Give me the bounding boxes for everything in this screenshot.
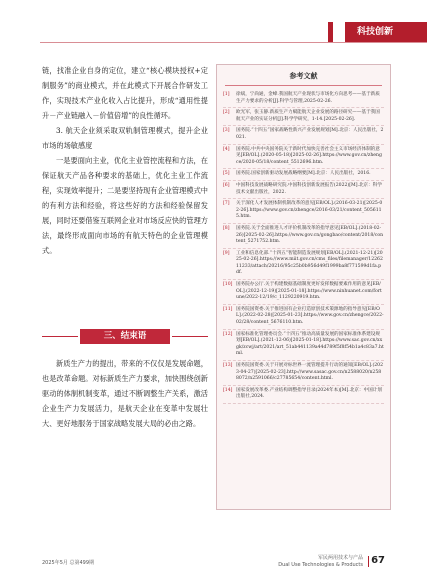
journal-brand <box>278 555 363 568</box>
reference-text: 国家标准化管理委员会.“十四五”推动高质量发展的国家标准体系建设规划[EB/OL].(2021-12-06)[2025-01-18].https://www.sac.gov.cn/xxgk/zcwj/art/2021/art_51ab441139a44d789f5f8f54b1a4c83a7.html. <box>236 331 384 357</box>
section-heading-label: 三、结束语 <box>80 329 170 344</box>
footer-separator <box>368 556 369 567</box>
reference-number: [8] <box>223 225 230 231</box>
reference-number: [13] <box>223 363 233 368</box>
reference-item <box>223 361 384 386</box>
reference-number: [4] <box>223 146 230 152</box>
section-heading <box>42 329 208 344</box>
reference-number: [5] <box>223 171 230 177</box>
reference-text: 关于深化人才发展体制机制改革的意见[EB/OL].(2016-03-21)[2025-02-26].https://www.gov.cn/zhengce/2016-03/21/content_5056115.htm. <box>236 201 383 220</box>
reference-number: [11] <box>223 306 233 312</box>
reference-text: 国务院.国家创新驱动发展战略纲要[M].北京：人民出版社，2016. <box>236 171 371 177</box>
paragraph: 链，找准企业自身的定位，建立“核心模块授权+定制服务”的商业模式，并在此模式下开展合作研发工作，实现技术产业化收入占比提升，形成“通用性提升－产业链融入－价值倍增”的良性循环。 <box>42 66 208 120</box>
reference-item <box>223 249 384 280</box>
paragraph: 新质生产力的提出，带来的不仅仅是发展命题，也是改革命题。对标新质生产力要求，加快围绕创新驱动的体制机制变革，通过不断调整生产关系，激活企业生产力发展活力，是航天企业在变革中发展壮大、更好地服务于国家战略发展大局的必由之路。 <box>42 359 208 428</box>
reference-text: 国家发展改革委.产业结构调整指导目录(2024年本)[M].北京：中国计划出版社,2024. <box>236 387 382 400</box>
paragraph: 一是要面向主业，优化主业管控流程和方法，在保证航天产品各种要求的基础上，优化主业工作流程，实现效率提升；二是要坚持现有企业管理模式中的有利方法和经验，将这些好的方法和经验保留发展，同时还要借鉴互联网企业对市场反应快的管理方法，最终形成面向市场的有航天特色的企业管理模式。 <box>42 156 208 255</box>
reference-text: 国务院国资委.关于开展对标世界一流管理提升行动的通知[EB/OL].(2023-04-27)[2025-02-23].http://www.sasac.gov.cn/n2588020/n2588072/n2591066/c27785654/content.html. <box>236 363 384 382</box>
section-header-label: 科技创新 <box>357 27 394 37</box>
header-rule <box>40 42 427 43</box>
reference-text: 欧光军，张玉静.新质生产力赋能航天企业发展的路径研究——基于我国航天产业的实证分析[J].科学学研究，1-14.[2025-02-26]. <box>236 110 380 122</box>
body-text-bottom <box>42 356 208 431</box>
journal-name-en: Dual Use Technologies & Products <box>278 561 363 568</box>
reference-item <box>223 280 384 305</box>
journal-name-cn: 军民两用技术与产品 <box>317 555 363 561</box>
reference-text: 国务院.关于全面推进人才评价机制改革的指导意见[EB/OL].(2018-02-26)[2025-02-26].https://www.gov.cn/gongbao/content/2018/content_5271752.htm. <box>236 225 384 245</box>
section-header-tab <box>345 22 427 42</box>
reference-item <box>223 199 384 224</box>
reference-number: [12] <box>223 331 233 337</box>
header-accent-strip <box>328 22 333 42</box>
reference-text: 中国科技发展战略研究院.中国科技创新发展报告(2022)[M].北京：科学技术文献出版社，2022. <box>236 182 382 195</box>
body-text-top <box>42 63 208 258</box>
subheading: 3. 航天企业须采取双轨制管理模式，提升企业市场的场敏感度 <box>42 126 208 150</box>
reference-item <box>223 169 384 181</box>
reference-item <box>223 108 384 126</box>
reference-item <box>223 330 384 361</box>
reference-number: [7] <box>223 201 230 207</box>
reference-item <box>223 145 384 170</box>
reference-number: [14] <box>223 387 233 393</box>
issue-info: 2025年5月 总第499期 <box>42 560 95 566</box>
heading-rule-left <box>42 336 78 337</box>
reference-number: [6] <box>223 182 230 188</box>
page-number: 67 <box>371 555 385 566</box>
reference-number: [9] <box>223 250 230 256</box>
reference-number: [1] <box>223 92 230 97</box>
reference-text: 工业和信息化部.“十四五”智能制造发展规划[EB/OL].(2021-12-21)[2025-02-26].https://www.miit.gov.cn/cms_files/filemanager/1226211233/attach/20216/95c25b0b956d49f1999ba8f771599d1fa.pdf. <box>236 250 383 276</box>
reference-number: [3] <box>223 128 230 134</box>
reference-text: 徐斌，宁尚通，金峰.我国航天产业现状与市场化方向思考——基于新质生产力要求的分析[J].科学与管理,2025-02-26. <box>236 92 380 104</box>
references-title-rule <box>225 85 382 86</box>
reference-text: 国务院.中共中央国务院关于新时代加快完善社会主义市场经济体制的意见[EB/OL].(2020-05-18)[2025-02-26].https://www.gov.cn/zhengce/2020-05/18/content_5512696.htm. <box>236 146 382 165</box>
references-title: 参考文献 <box>289 72 318 80</box>
references-list <box>217 90 390 404</box>
reference-item <box>223 126 384 144</box>
reference-item <box>223 224 384 249</box>
heading-rule-right <box>172 336 208 337</box>
reference-text: 国务院办公厅.关于构建数据基础制度更好发挥数据要素作用的意见[EB/OL].(2022-12-19)[2025-01-18].https://www.ninhuanet.com/fortune/2022-12/19/c_1129220919.htm. <box>236 282 382 301</box>
reference-item <box>223 305 384 330</box>
reference-item <box>223 181 384 199</box>
page-footer <box>42 555 385 569</box>
reference-text: 国务院国资委.关于推进国有企业打造原创技术策源地的指导意见[EB/OL].(2022-02-28)[2025-01-23].https://www.gov.cn/zhengce/2022-02/28/content_5676110.htm. <box>236 306 384 326</box>
reference-text: 国务院.“十四五”国家战略性新兴产业发展规划[M].北京：人民出版社，2021. <box>236 128 384 140</box>
references-box <box>216 64 391 510</box>
reference-item <box>223 90 384 108</box>
reference-item <box>223 386 384 404</box>
reference-number: [2] <box>223 110 230 116</box>
reference-number: [10] <box>223 282 233 288</box>
